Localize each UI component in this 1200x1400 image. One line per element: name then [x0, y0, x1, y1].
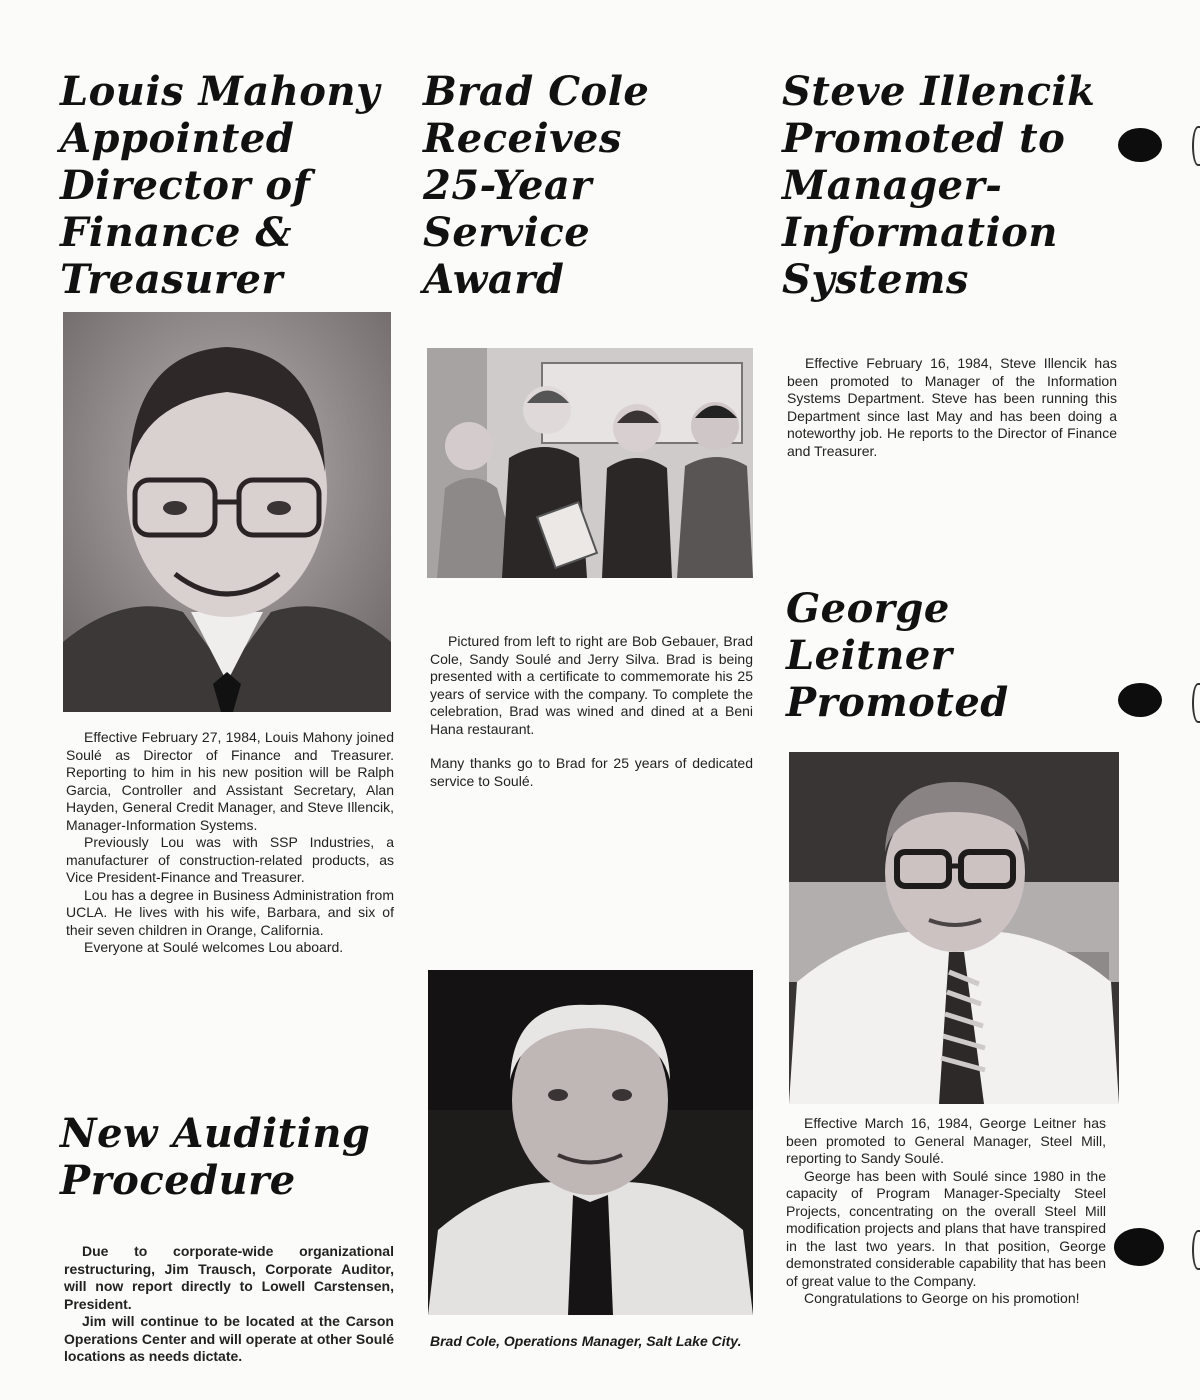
headline-line: Leitner	[786, 632, 953, 679]
portrait-louis-mahony	[63, 312, 391, 712]
paragraph: Pictured from left to right are Bob Gebauer, Brad Cole, Sandy Soulé and Jerry Silva. Brad is being presented with a certificate to commemorate his 25 years of service with the company. To complete the celebration, Brad was wined and dined at a Beni Hana restaurant.	[430, 633, 753, 737]
headline-louis-mahony	[60, 68, 380, 303]
paragraph: Congratulations to George on his promotion!	[804, 1290, 1080, 1306]
headline-line: Director of	[60, 162, 311, 209]
headline-line: Finance &	[60, 209, 293, 256]
headline-line: Receives	[423, 115, 622, 162]
headline-line: Manager-	[782, 162, 1003, 209]
article-body-george-leitner	[786, 1115, 1106, 1308]
page-edge-mark	[1192, 1230, 1200, 1270]
photo-caption-brad-cole: Brad Cole, Operations Manager, Salt Lake City.	[430, 1333, 742, 1349]
headline-line: Award	[423, 256, 565, 303]
headline-steve-illencik	[782, 68, 1112, 303]
paragraph: Effective February 16, 1984, Steve Illencik has been promoted to Manager of the Information Systems Department. Steve has been running this Department since last May and has been doing a noteworthy job. He reports to the Director of Finance and Treasurer.	[787, 355, 1117, 459]
binder-hole	[1114, 1228, 1164, 1266]
binder-hole	[1118, 683, 1162, 717]
binder-hole	[1118, 128, 1162, 162]
headline-line: George	[786, 585, 950, 632]
paragraph: Effective February 27, 1984, Louis Mahony joined Soulé as Director of Finance and Treasurer. Reporting to him in his new position will be Ralph Garcia, Controller and Assistant Secretary, Alan Hayden, General Credit Manager, and Steve Illencik, Manager-Information Systems.	[66, 729, 394, 833]
headline-line: 25-Year	[423, 162, 592, 209]
paragraph: Jim will continue to be located at the Carson Operations Center and will operate at other Soulé locations as needs dictate.	[64, 1313, 394, 1364]
article-body-louis-mahony	[66, 729, 394, 957]
page-edge-mark	[1192, 126, 1200, 166]
headline-line: Promoted to	[782, 115, 1066, 162]
headline-line: Systems	[782, 256, 969, 303]
headline-line: New Auditing	[60, 1110, 371, 1157]
article-body-new-auditing	[64, 1243, 394, 1366]
headline-line: Louis Mahony	[60, 68, 380, 115]
article-body-brad-cole	[430, 633, 753, 790]
headline-line: Service	[423, 209, 591, 256]
headline-line: Promoted	[786, 679, 1009, 726]
paragraph: Many thanks go to Brad for 25 years of dedicated service to Soulé.	[430, 755, 753, 789]
headline-line: Steve Illencik	[782, 68, 1096, 115]
portrait-george-leitner	[789, 752, 1119, 1104]
headline-brad-cole	[423, 68, 649, 303]
article-body-steve-illencik	[787, 355, 1117, 460]
paragraph: Effective March 16, 1984, George Leitner has been promoted to General Manager, Steel Mill, reporting to Sandy Soulé.	[786, 1115, 1106, 1166]
headline-new-auditing	[60, 1110, 370, 1204]
page-edge-mark	[1192, 683, 1200, 723]
paragraph: Lou has a degree in Business Administration from UCLA. He lives with his wife, Barbara, and six of their seven children in Orange, California.	[66, 886, 394, 938]
group-photo-award	[427, 348, 753, 578]
headline-line: Brad Cole	[423, 68, 650, 115]
paragraph: Previously Lou was with SSP Industries, a manufacturer of construction-related products, as Vice President-Finance and Treasurer.	[66, 834, 394, 885]
headline-line: Treasurer	[60, 256, 283, 303]
headline-line: Appointed	[60, 115, 295, 162]
headline-line: Information	[782, 209, 1058, 256]
paragraph: Everyone at Soulé welcomes Lou aboard.	[84, 939, 344, 955]
paragraph: Due to corporate-wide organizational restructuring, Jim Trausch, Corporate Auditor, will now report directly to Lowell Carstensen, President.	[64, 1243, 394, 1312]
headline-line: Procedure	[60, 1157, 296, 1204]
portrait-brad-cole	[428, 970, 753, 1315]
headline-george-leitner	[786, 585, 1009, 726]
paragraph: George has been with Soulé since 1980 in the capacity of Program Manager-Specialty Steel Projects, concentrating on the overall Steel Mill modification projects and plans that have transpired in the last two years. In that position, George demonstrated considerable capability that has been of great value to the Company.	[786, 1167, 1106, 1289]
